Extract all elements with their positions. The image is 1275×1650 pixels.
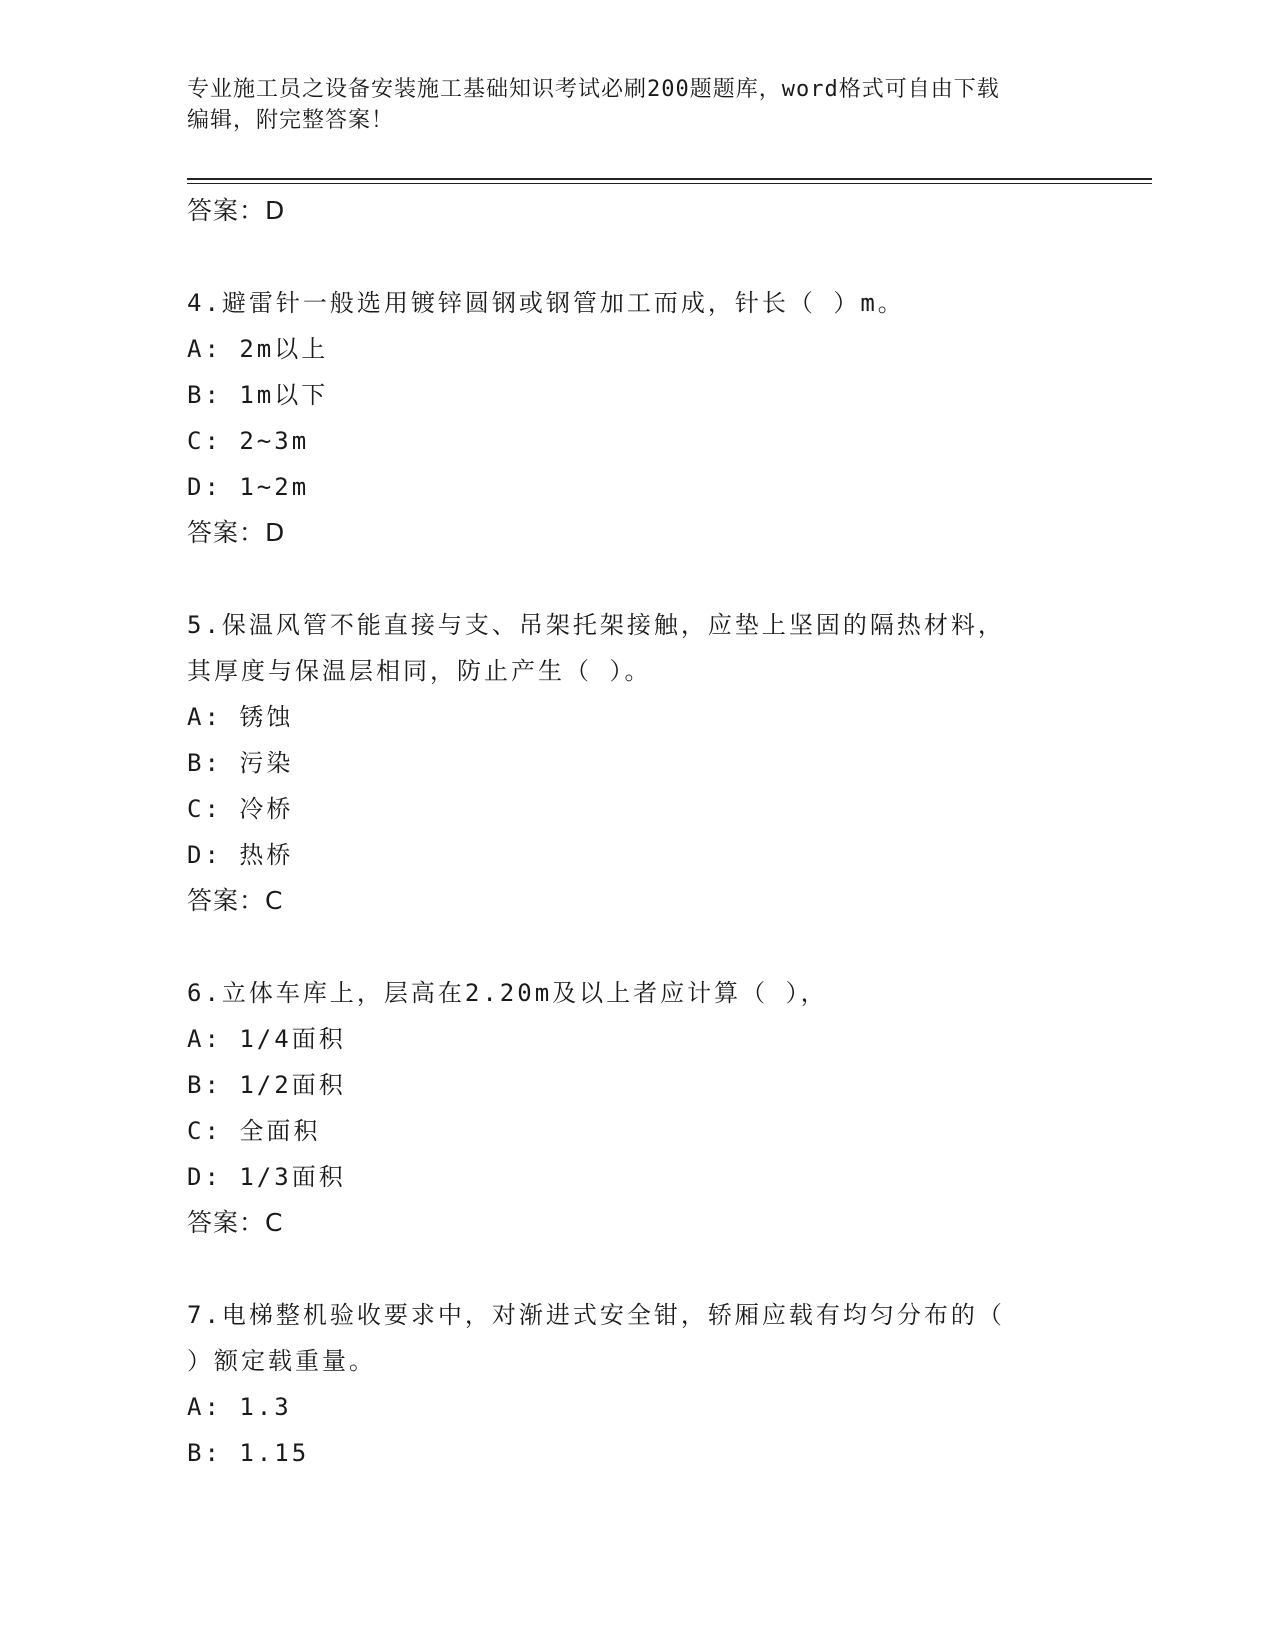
option-a: A: 1.3	[187, 1393, 292, 1421]
option-b: B: 1m以下	[187, 381, 329, 409]
header-divider-thick	[187, 178, 1152, 180]
previous-answer: 答案：D	[187, 196, 286, 225]
option-c: C: 全面积	[187, 1117, 321, 1145]
option-d: D: 1/3面积	[187, 1163, 346, 1191]
question-stem-continued: ）额定载重量。	[187, 1347, 376, 1375]
question-5	[187, 602, 1087, 924]
question-6	[187, 970, 1087, 1246]
header-line-1: 专业施工员之设备安装施工基础知识考试必刷200题题库，word格式可自由下载	[187, 77, 1000, 102]
header-divider-thin	[187, 183, 1152, 184]
answer: 答案：C	[187, 886, 284, 915]
spacer	[187, 556, 1087, 602]
header-line-2: 编辑，附完整答案！	[187, 108, 395, 133]
option-c: C: 冷桥	[187, 795, 294, 823]
option-b: B: 1.15	[187, 1439, 310, 1467]
option-d: D: 1~2m	[187, 473, 310, 501]
answer: 答案：D	[187, 518, 286, 547]
question-list	[187, 188, 1087, 1476]
option-a: A: 1/4面积	[187, 1025, 346, 1053]
option-b: B: 1/2面积	[187, 1071, 346, 1099]
spacer	[187, 1246, 1087, 1292]
option-a: A: 2m以上	[187, 335, 329, 363]
question-7	[187, 1292, 1087, 1476]
question-4	[187, 280, 1087, 556]
question-stem-continued: 其厚度与保温层相同，防止产生（ ）。	[187, 657, 652, 685]
question-stem: 4.避雷针一般选用镀锌圆钢或钢管加工而成，针长（ ）m。	[187, 289, 905, 317]
option-d: D: 热桥	[187, 841, 294, 869]
question-stem: 6.立体车库上，层高在2.20m及以上者应计算（ ），	[187, 979, 828, 1007]
spacer	[187, 924, 1087, 970]
option-c: C: 2~3m	[187, 427, 310, 455]
option-b: B: 污染	[187, 749, 294, 777]
question-stem: 5.保温风管不能直接与支、吊架托架接触，应垫上坚固的隔热材料，	[187, 611, 1005, 639]
option-a: A: 锈蚀	[187, 703, 294, 731]
document-header	[187, 74, 1067, 136]
answer: 答案：C	[187, 1208, 284, 1237]
question-stem: 7.电梯整机验收要求中，对渐进式安全钳，轿厢应载有均匀分布的（	[187, 1301, 1005, 1329]
spacer	[187, 234, 1087, 280]
